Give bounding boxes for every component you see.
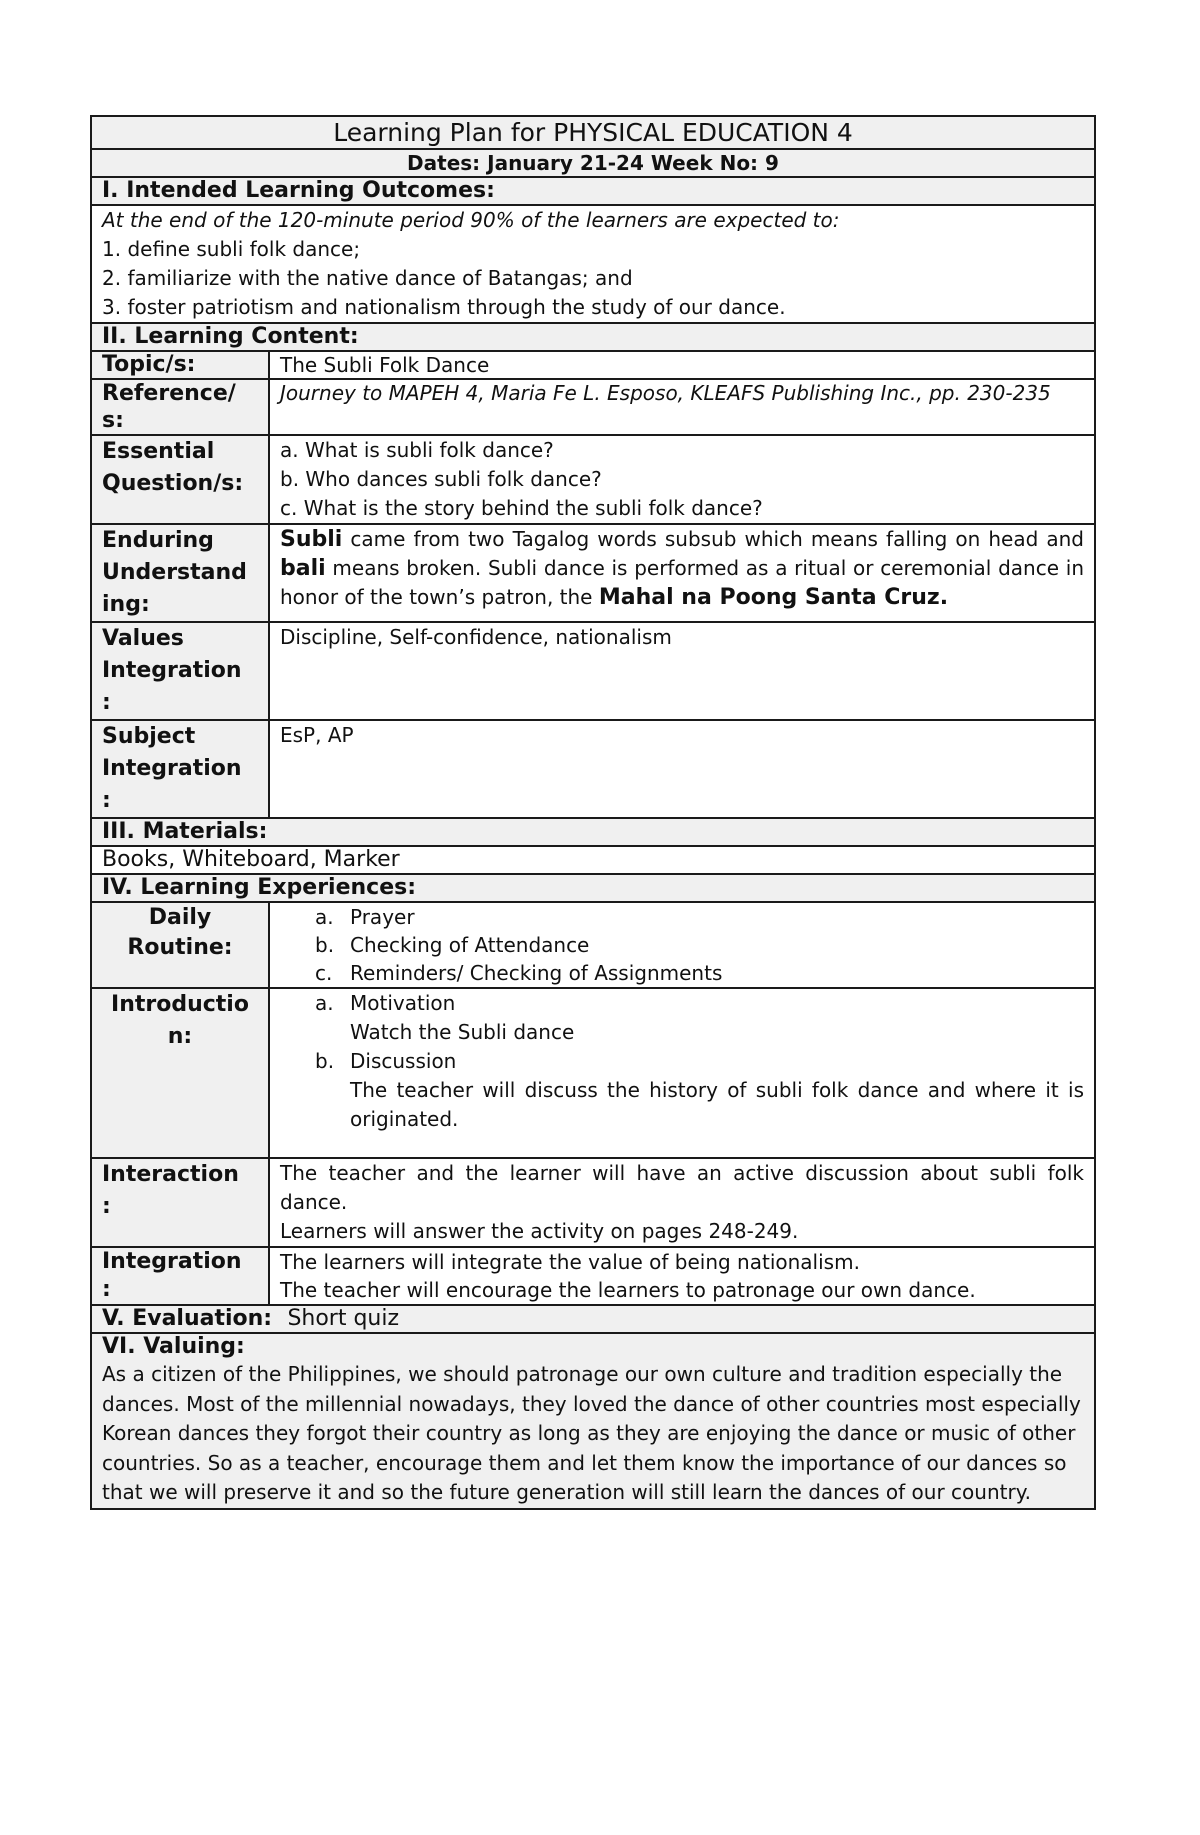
question-item: c. What is the story behind the subli folk dance? — [280, 496, 763, 520]
outcomes-body — [91, 205, 1095, 323]
evaluation-row — [91, 1305, 1095, 1333]
integration-content: The learners will integrate the value of being nationalism. The teacher will encourage the learners to patronage our own dance. — [269, 1247, 1095, 1305]
list-subtext: The teacher will discuss the history of subli folk dance and where it is originated. — [350, 1078, 1084, 1131]
values-integration-label: Values Integration : — [91, 622, 269, 720]
outcome-item: 3. foster patriotism and nationalism through the study of our dance. — [102, 295, 786, 319]
introduction-row — [91, 988, 1095, 1158]
valuing — [91, 1333, 1095, 1509]
question-item: a. What is subli folk dance? — [280, 438, 554, 462]
evaluation-text: Short quiz — [287, 1306, 400, 1331]
valuing-text: As a citizen of the Philippines, we should patronage our own culture and tradition especially the dances. Most of the millennial nowadays, they loved the dance of other countries most especially Korean dances they forgot their country as long as they are enjoying the dance or music of other countries. So as a teacher, encourage them and let them know the importance of our dances so that we will preserve it and so the future generation will still learn the dances of our country. — [102, 1362, 1081, 1504]
enduring-understanding-text: Subli came from two Tagalog words subsub which means falling on head and bali means broken. Subli dance is performed as a ritual or ceremonial dance in honor of the town’s patron, the Mahal na Poong Santa Cruz. — [269, 524, 1095, 622]
enduring-understanding-row — [91, 524, 1095, 622]
daily-routine-row — [91, 902, 1095, 988]
reference-label: Reference/ s: — [91, 379, 269, 435]
outcomes-body-row — [91, 205, 1095, 323]
experiences-heading-row — [91, 874, 1095, 902]
values-integration-row — [91, 622, 1095, 720]
list-item: c. Reminders/ Checking of Assignments — [315, 961, 723, 985]
experiences-heading: IV. Learning Experiences: — [91, 874, 1095, 902]
valuing-heading: VI. Valuing: — [102, 1334, 245, 1359]
list-item: b. Discussion — [315, 1049, 457, 1073]
outcomes-heading-row — [91, 177, 1095, 205]
introduction-label: Introductio n: — [91, 988, 269, 1158]
content-heading-row — [91, 323, 1095, 351]
learning-plan-table — [90, 115, 1096, 1510]
dates-row — [91, 149, 1095, 177]
values-integration-value: Discipline, Self-confidence, nationalism — [269, 622, 1095, 720]
topic-value: The Subli Folk Dance — [269, 351, 1095, 379]
topic-row — [91, 351, 1095, 379]
topic-label: Topic/s: — [91, 351, 269, 379]
evaluation — [91, 1305, 1095, 1333]
essential-question-row — [91, 435, 1095, 524]
interaction-row — [91, 1158, 1095, 1247]
learning-plan-document — [90, 115, 1094, 1510]
integration-row — [91, 1247, 1095, 1305]
essential-question-label: Essential Question/s: — [91, 435, 269, 524]
materials-list: Books, Whiteboard, Marker — [91, 846, 1095, 874]
materials-row — [91, 846, 1095, 874]
interaction-label: Interaction : — [91, 1158, 269, 1247]
dates-week: Dates: January 21-24 Week No: 9 — [91, 149, 1095, 177]
essential-questions — [269, 435, 1095, 524]
question-item: b. Who dances subli folk dance? — [280, 467, 602, 491]
outcome-item: 1. define subli folk dance; — [102, 237, 361, 261]
interaction-content: The teacher and the learner will have an active discussion about subli folk dance. Learners will answer the activity on pages 248-249. — [269, 1158, 1095, 1247]
reference-row — [91, 379, 1095, 435]
list-item: b. Checking of Attendance — [315, 933, 590, 957]
outcomes-intro: At the end of the 120-minute period 90% of the learners are expected to: — [102, 208, 840, 232]
content-heading: II. Learning Content: — [91, 323, 1095, 351]
title-row — [91, 116, 1095, 149]
list-subtext: Watch the Subli dance — [350, 1020, 575, 1044]
materials-heading: III. Materials: — [91, 818, 1095, 846]
document-title: Learning Plan for PHYSICAL EDUCATION 4 — [91, 116, 1095, 149]
integration-label: Integration : — [91, 1247, 269, 1305]
subject-integration-label: Subject Integration : — [91, 720, 269, 818]
reference-value: Journey to MAPEH 4, Maria Fe L. Esposo, KLEAFS Publishing Inc., pp. 230-235 — [269, 379, 1095, 435]
outcomes-heading: I. Intended Learning Outcomes: — [91, 177, 1095, 205]
list-item: a. Motivation — [315, 991, 456, 1015]
evaluation-heading: V. Evaluation: — [102, 1306, 273, 1331]
introduction-content — [269, 988, 1095, 1158]
valuing-row — [91, 1333, 1095, 1509]
subject-integration-row — [91, 720, 1095, 818]
list-item: a. Prayer — [315, 905, 415, 929]
subject-integration-value: EsP, AP — [269, 720, 1095, 818]
enduring-understanding-label: Enduring Understand ing: — [91, 524, 269, 622]
daily-routine-list — [269, 902, 1095, 988]
outcome-item: 2. familiarize with the native dance of Batangas; and — [102, 266, 633, 290]
materials-heading-row — [91, 818, 1095, 846]
daily-routine-label: Daily Routine: — [91, 902, 269, 988]
